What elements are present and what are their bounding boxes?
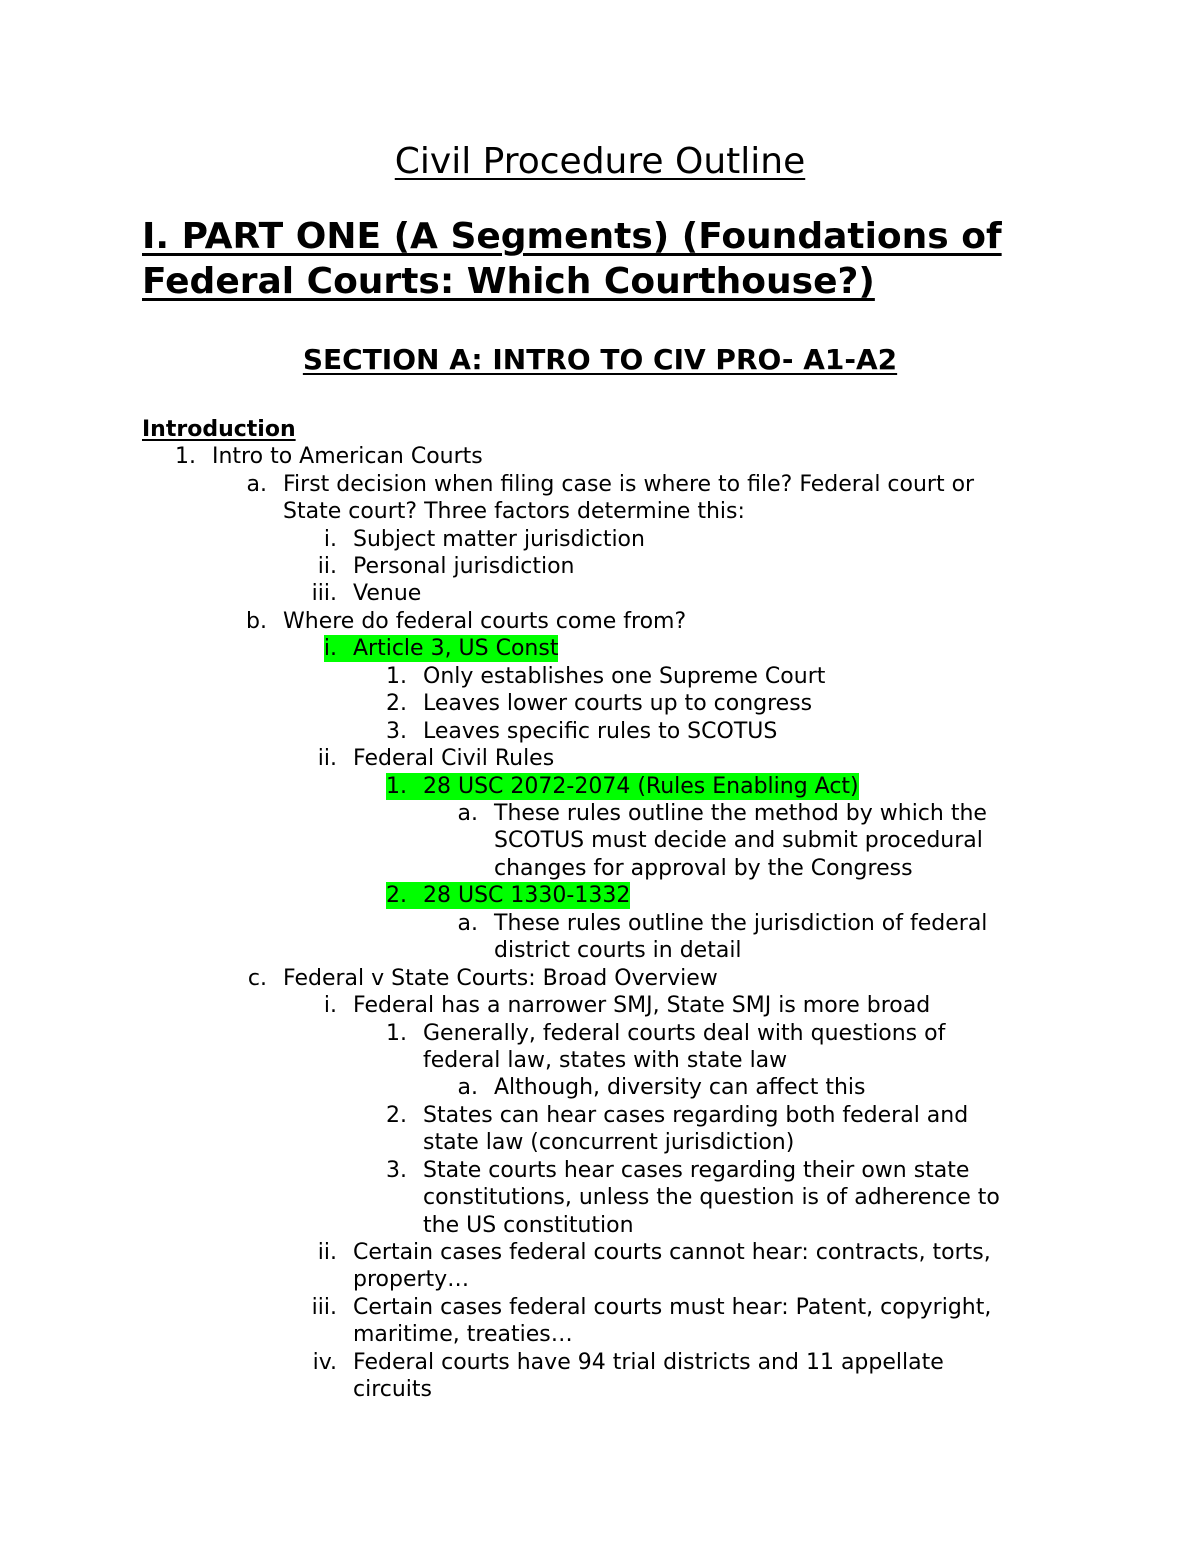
outline-marker: iv. <box>312 1350 337 1375</box>
outline-text: Intro to American Courts <box>212 444 483 469</box>
outline-text: 28 USC 1330-1332 <box>423 883 631 908</box>
outline-marker: iii. <box>311 1295 337 1320</box>
document-title: Civil Procedure Outline <box>394 141 806 182</box>
outline-marker: 1. <box>386 1021 407 1046</box>
outline-text: maritime, treaties… <box>353 1322 573 1348</box>
outline-text: Federal has a narrower SMJ, State SMJ is more broad <box>353 993 931 1018</box>
outline-text: Where do federal courts come from? <box>283 609 687 634</box>
outline-text: Subject matter jurisdiction <box>353 527 645 552</box>
outline-marker: a. <box>457 911 478 936</box>
outline-marker: 1. <box>175 444 196 469</box>
outline-marker: a. <box>457 1075 478 1100</box>
outline-marker: c. <box>247 966 267 991</box>
outline-text: State courts hear cases regarding their own state <box>423 1158 970 1183</box>
outline-text: Leaves lower courts up to congress <box>423 691 813 716</box>
outline-marker: a. <box>246 472 267 497</box>
outline-text: district courts in detail <box>494 938 742 964</box>
outline-marker: 2. <box>386 691 407 716</box>
outline-text: Federal v State Courts: Broad Overview <box>283 966 718 991</box>
outline-text: property… <box>353 1267 470 1293</box>
outline-text: federal law, states with state law <box>423 1048 788 1074</box>
outline-text: These rules outline the jurisdiction of federal <box>494 911 988 936</box>
outline-marker: 2. <box>386 1103 407 1128</box>
outline-text: Certain cases federal courts cannot hear: contracts, torts, <box>353 1240 991 1265</box>
outline-marker: 1. <box>386 773 423 800</box>
outline-text: SCOTUS must decide and submit procedural <box>494 828 983 854</box>
outline-marker: b. <box>246 609 267 634</box>
outline-text: 28 USC 2072-2074 (Rules Enabling Act) <box>423 774 859 799</box>
outline-text: Federal Civil Rules <box>353 746 555 771</box>
outline-marker: 2. <box>386 882 423 909</box>
outline-text: State court? Three factors determine this: <box>283 499 745 525</box>
outline-marker: a. <box>457 801 478 826</box>
outline-marker: ii. <box>317 554 337 579</box>
outline-text: changes for approval by the Congress <box>494 855 913 881</box>
outline-marker: ii. <box>317 746 337 771</box>
outline-marker: i. <box>324 635 353 662</box>
outline-text: circuits <box>353 1377 433 1403</box>
outline-text: Generally, federal courts deal with questions of <box>423 1021 946 1046</box>
outline-marker: 3. <box>386 1158 407 1183</box>
outline-text: Only establishes one Supreme Court <box>423 664 826 689</box>
outline-marker: i. <box>323 527 337 552</box>
outline-text: state law (concurrent jurisdiction) <box>423 1130 795 1156</box>
outline-text: Article 3, US Const <box>353 636 559 661</box>
outline-marker: i. <box>323 993 337 1018</box>
outline-text: States can hear cases regarding both federal and <box>423 1103 969 1128</box>
outline-text: Certain cases federal courts must hear: Patent, copyright, <box>353 1295 992 1320</box>
outline-marker: 1. <box>386 664 407 689</box>
outline-text: Leaves specific rules to SCOTUS <box>423 719 778 744</box>
part-heading: I. PART ONE (A Segments) (Foundations of Federal Courts: Which Courthouse?) <box>142 216 1002 302</box>
introduction-heading: Introduction <box>142 417 296 442</box>
outline-text: Personal jurisdiction <box>353 554 575 579</box>
outline-text: constitutions, unless the question is of adherence to <box>423 1185 1000 1211</box>
outline-marker: iii. <box>311 581 337 606</box>
outline-text: Although, diversity can affect this <box>494 1075 866 1100</box>
outline-text: Federal courts have 94 trial districts and 11 appellate <box>353 1350 944 1375</box>
outline-marker: 3. <box>386 719 407 744</box>
outline-text: These rules outline the method by which the <box>494 801 987 826</box>
outline-text: First decision when filing case is where to file? Federal court or <box>283 472 975 497</box>
outline-text: Venue <box>353 581 422 606</box>
outline-marker: ii. <box>317 1240 337 1265</box>
outline-text: the US constitution <box>423 1212 634 1238</box>
section-heading: SECTION A: INTRO TO CIV PRO- A1-A2 <box>302 343 898 376</box>
